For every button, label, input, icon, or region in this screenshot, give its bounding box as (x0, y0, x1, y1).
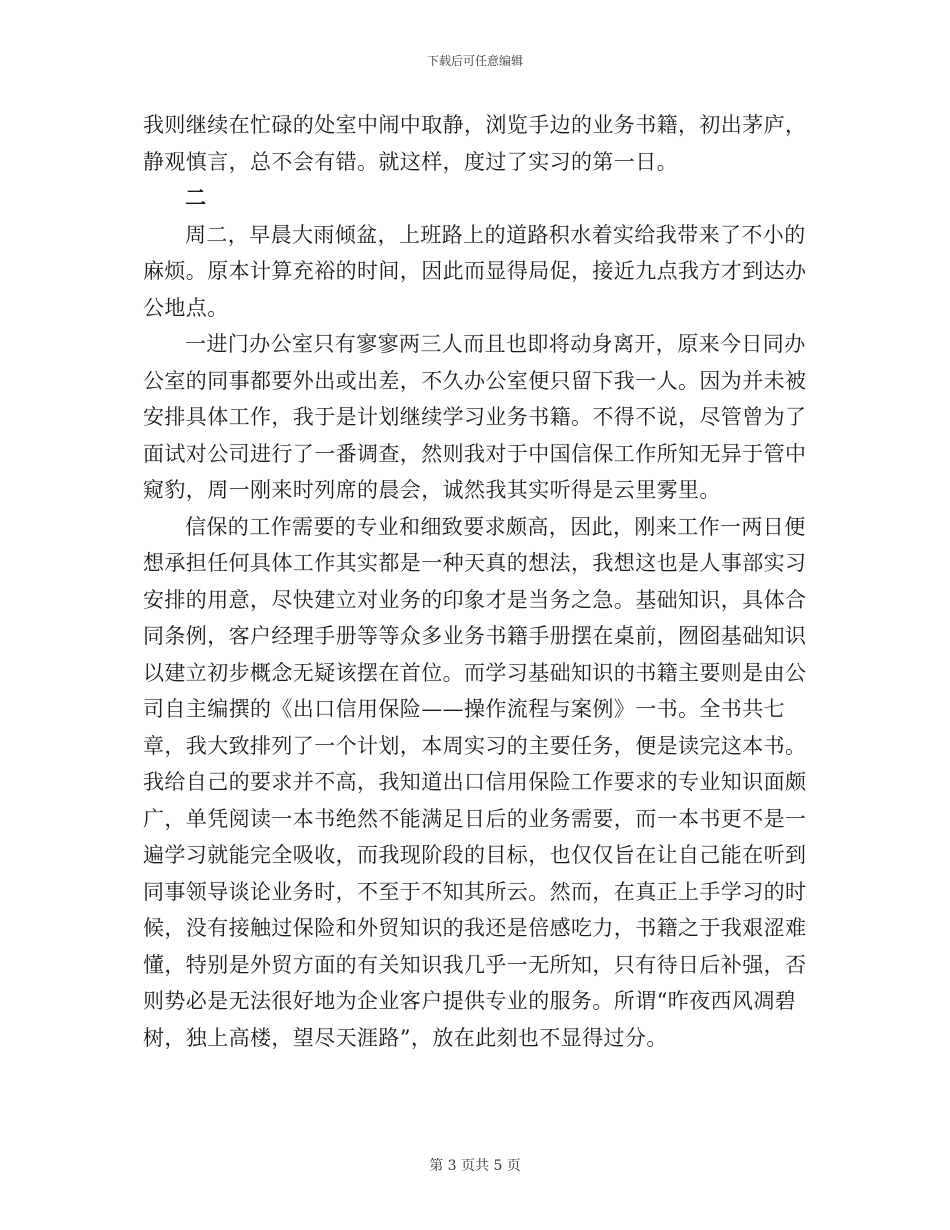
section-number: 二 (185, 185, 207, 210)
paragraph-tuesday: 周二，早晨大雨倾盆，上班路上的道路积水着实给我带来了不小的麻烦。原本计算充裕的时间，因此而显得局促，接近九点我方才到达办公地点。 (143, 222, 807, 320)
paragraph-study: 信保的工作需要的专业和细致要求颇高，因此，刚来工作一两日便想承担任何具体工作其实都是一种天真的想法，我想这也是人事部实习安排的用意，尽快建立对业务的印象才是当务之急。基础知识，具体合同条例，客户经理手册等等众多业务书籍手册摆在桌前，囫囵基础知识以建立初步概念无疑该摆在首位。而学习基础知识的书籍主要则是由公司自主编撰的《出口信用保险——操作流程与案例》一书。全书共七章，我大致排列了一个计划，本周实习的主要任务，便是读完这本书。我给自己的要求并不高，我知道出口信用保险工作要求的专业知识面颇广，单凭阅读一本书绝然不能满足日后的业务需要，而一本书更不是一遍学习就能完全吸收，而我现阶段的目标，也仅仅旨在让自己能在听到同事领导谈论业务时，不至于不知其所云。然而，在真正上手学习的时候，没有接触过保险和外贸知识的我还是倍感吃力，书籍之于我艰涩难懂，特别是外贸方面的有关知识我几乎一无所知，只有待日后补强，否则势必是无法很好地为企业客户提供专业的服务。所谓“昨夜西风凋碧树，独上高楼，望尽天涯路”，放在此刻也不显得过分。 (143, 514, 807, 1050)
paragraph-continued: 我则继续在忙碌的处室中闹中取静，浏览手边的业务书籍，初出茅庐，静观慎言，总不会有错。就这样，度过了实习的第一日。 (143, 113, 807, 174)
page-header: 下载后可任意编辑 (426, 54, 523, 68)
paragraph-office: 一进门办公室只有寥寥两三人而且也即将动身离开，原来今日同办公室的同事都要外出或出差，不久办公室便只留下我一人。因为并未被安排具体工作，我于是计划继续学习业务书籍。不得不说，尽管曾为了面试对公司进行了一番调查，然则我对于中国信保工作所知无异于管中窥豹，周一刚来时列席的晨会，诚然我其实听得是云里雾里。 (143, 332, 807, 502)
document-body (143, 107, 808, 1056)
page-footer: 第 3 页共 5 页 (429, 1158, 521, 1174)
